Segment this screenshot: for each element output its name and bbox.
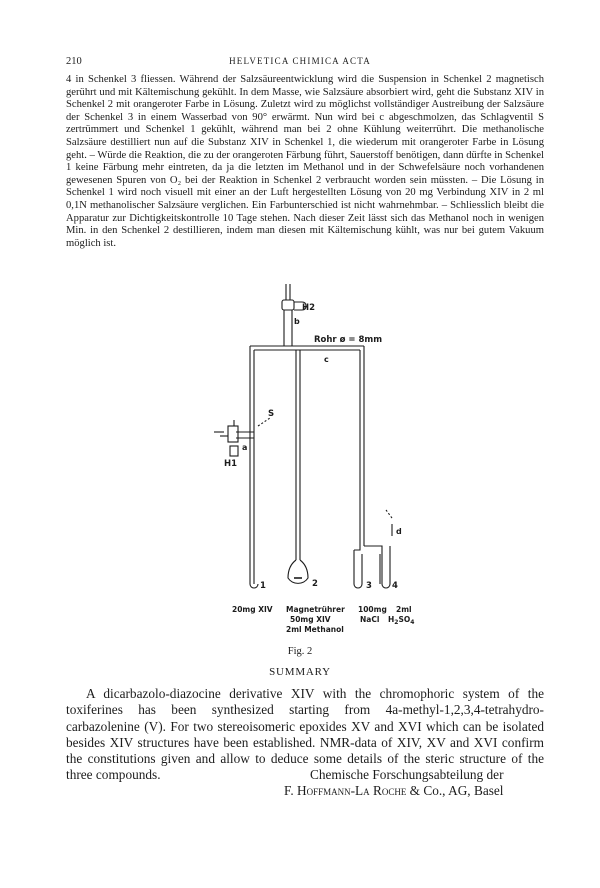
affiliation-line-1: Chemische Forschungsabteilung der bbox=[310, 767, 504, 782]
company-name: F. Hoffmann-La Roche bbox=[284, 783, 407, 798]
label-a: a bbox=[242, 443, 248, 452]
company-suffix: & Co., AG, Basel bbox=[406, 783, 504, 798]
label-leg-1: 1 bbox=[260, 581, 266, 591]
figure-caption: Fig. 2 bbox=[287, 646, 313, 657]
body-paragraph: 4 in Schenkel 3 fliessen. Während der Salzsäureentwicklung wird die Suspension in Schenkel 2 magnetisch gerührt und mit Kältemischung gekühlt. In dem Masse, wie Salzsäure absorbiert wird, geht die Substanz XIV in Schenkel 2 mit orangeroter Farbe in Lösung. Zuletzt wird zu möglichst vollständiger Austreibung der Salzsäure der Schenkel 3 in einem Wasserbad von 90° erwärmt. Nun wird bei c abgeschmolzen, das Schlagventil S zertrümmert und Schenkel 1 gekühlt, während man bei 2 ohne Kühlung weiterrührt. Die methanolische Salzsäure destilliert nun auf die Substanz XIV in Schenkel 1, die wiederum mit orangeroter Farbe in Lösung geht. – Würde die Reaktion, die zu der orangeroten Färbung führt, Sauerstoff benötigen, dann dürfte in Schenkel 1 keine Färbung mehr eintreten, da ja die letzten im Methanol und in der Schwefelsäure noch vorhandenen gewesenen Spuren von O₂ bei der Reaktion in Schenkel 2 verbraucht worden sein müssten. – Die Lösung in Schenkel 1 wird noch visuell mit einer an der Luft hergestellten Lösung von 20 mg Verbindung XIV in 2 ml 0,1N methanolischer Salzsäure verglichen. Ein Farbunterschied ist nicht wahrnehmbar. – Schliesslich bleibt die Apparatur zur Dichtigkeitskontrolle 10 Tage stehen. Nach dieser Zeit lässt sich das Methanol noch in wenigen Min. in den Schenkel 2 destillieren, indem man diesen mit Kältemischung kühlt, was nur bei gutem Vakuum möglich ist. bbox=[66, 74, 544, 249]
summary-heading: SUMMARY bbox=[269, 666, 331, 678]
label-b: b bbox=[294, 317, 300, 326]
leg-2-content-3: 2ml Methanol bbox=[286, 625, 344, 634]
leg-1-content: 20mg XIV bbox=[232, 605, 273, 614]
label-h1: H1 bbox=[224, 459, 238, 469]
leg-4-content-2: $H_2SO_4$ bbox=[388, 615, 415, 626]
label-tube-diameter: Rohr ø = 8mm bbox=[314, 335, 383, 345]
leg-3-content-1: 100mg bbox=[358, 605, 387, 614]
apparatus-figure bbox=[190, 280, 450, 642]
leg-4-content-1: 2ml bbox=[396, 605, 412, 614]
leg-2-content-2: 50mg XIV bbox=[290, 615, 331, 624]
page-number: 210 bbox=[66, 56, 82, 67]
label-d: d bbox=[396, 527, 402, 536]
label-s: S bbox=[268, 409, 275, 419]
label-leg-3: 3 bbox=[366, 581, 372, 591]
apparatus-drawing bbox=[214, 284, 392, 588]
label-leg-2: 2 bbox=[312, 579, 318, 589]
leg-3-content-2: NaCl bbox=[360, 615, 380, 624]
summary-paragraph: A dicarbazolo-diazocine derivative XIV with the chromophoric system of the toxiferines has been synthesized starting from 4a-methyl-1,2,3,4-tetrahydro-carbazolenine (V). For two stereoisomeric epoxides XV and XVI which can be isolated besides XIV structures have been established. NMR-data of XIV, XV and XVI confirm the constitutions given and allow to deduce some details of the steric structure of the three compounds. bbox=[66, 686, 544, 783]
running-head: HELVETICA CHIMICA ACTA bbox=[229, 56, 371, 66]
leg-2-content-1: Magnetrührer bbox=[286, 605, 345, 614]
label-h2: H2 bbox=[302, 303, 316, 313]
label-leg-4: 4 bbox=[392, 581, 398, 591]
label-c: c bbox=[324, 355, 329, 364]
affiliation-line-2 bbox=[284, 783, 504, 799]
